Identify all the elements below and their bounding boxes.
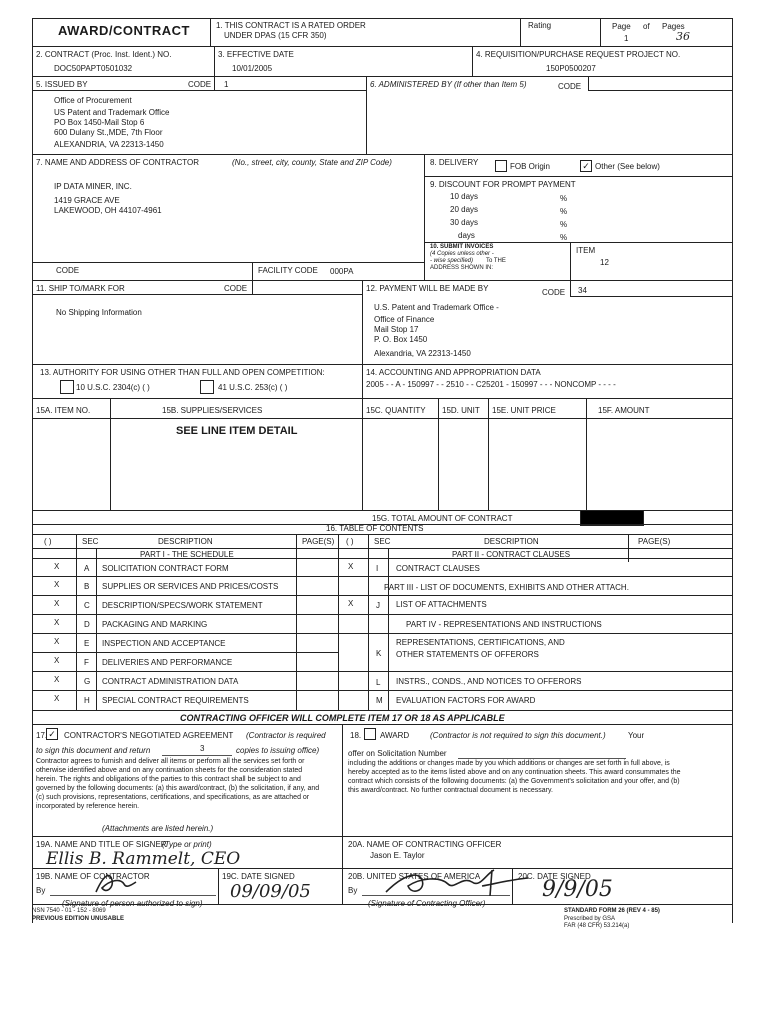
toc-g-check: X — [54, 675, 60, 684]
officer-date-value: 9/9/05 — [542, 877, 613, 902]
toc-i-desc: CONTRACT CLAUSES — [396, 564, 480, 573]
submit-invoices-address: ADDRESS SHOWN IN: — [430, 265, 494, 271]
toc-h-sec: H — [84, 696, 90, 705]
accounting-value: 2005 - - A - 150997 - - 2510 - - C25201 - 150997 - - - NONCOMP - - - - — [366, 380, 616, 389]
form-title: AWARD/CONTRACT — [58, 23, 190, 38]
issued-line-4: 600 Dulany St.,MDE, 7th Floor — [54, 128, 163, 137]
toc-c-sec: C — [84, 601, 90, 610]
authority-253-checkbox[interactable] — [200, 380, 214, 394]
item17-label: 17. — [36, 731, 48, 740]
toc-right-pages-header: PAGE(S) — [638, 537, 671, 546]
issued-line-1: Office of Procurement — [54, 96, 132, 105]
toc-left-check-header: ( ) — [44, 537, 52, 546]
toc-g-desc: CONTRACT ADMINISTRATION DATA — [102, 677, 239, 686]
payment-line-3: Mail Stop 17 — [374, 325, 419, 334]
contractor-line-2: 1419 GRACE AVE — [54, 196, 120, 205]
toc-f-sec: F — [84, 658, 89, 667]
toc-k-desc-1: REPRESENTATIONS, CERTIFICATIONS, AND — [396, 638, 565, 647]
issued-code-label: CODE — [188, 80, 212, 89]
requisition-value: 150P0500207 — [546, 64, 596, 73]
toc-c-check: X — [54, 599, 60, 608]
payment-code-value: 34 — [578, 286, 587, 295]
discount-days-4: days — [458, 231, 475, 240]
item18-body: including the additions or changes made by you which additions or changes are set forth in full above, is hereby accepted as to the items listed above and on any continuation sheets. This award consummates the contract which consists of the following documents: (a) the Government's solicitation and your offer, and (b) this award/contract. No further contractual document is necessary. — [348, 760, 681, 794]
item17-attachments: (Attachments are listed herein.) — [102, 824, 214, 833]
toc-a-sec: A — [84, 564, 90, 573]
authority-label: 13. AUTHORITY FOR USING OTHER THAN FULL AND OPEN COMPETITION: — [40, 368, 325, 377]
contractor-hint: (No., street, city, county, State and ZIP Code) — [232, 158, 392, 167]
total-pages: 36 — [676, 30, 690, 43]
amount-header: 15F. AMOUNT — [598, 406, 650, 415]
award-contract-form — [32, 18, 732, 940]
ship-to-value: No Shipping Information — [56, 308, 142, 317]
effective-date-label: 3. EFFECTIVE DATE — [218, 50, 294, 59]
of-label: of — [643, 22, 650, 31]
toc-h-check: X — [54, 694, 60, 703]
signer-name-value: Ellis B. Rammelt, CEO — [46, 849, 241, 869]
administered-code-label: CODE — [558, 82, 582, 91]
toc-j-sec: J — [376, 601, 380, 610]
unit-header: 15D. UNIT — [442, 406, 480, 415]
toc-m-sec: M — [376, 696, 383, 705]
rated-order-label: 1. THIS CONTRACT IS A RATED ORDER — [216, 21, 366, 30]
toc-i-sec: I — [376, 564, 379, 573]
nsn-number: NSN 7540 - 01 - 152 - 8069 — [32, 908, 106, 914]
rating-label: Rating — [528, 21, 552, 30]
item18-your: Your — [628, 731, 645, 740]
payment-code-label: CODE — [542, 288, 566, 297]
toc-l-sec: L — [376, 678, 381, 687]
total-amount-label: 15G. TOTAL AMOUNT OF CONTRACT — [372, 514, 513, 523]
payment-label: 12. PAYMENT WILL BE MADE BY — [366, 284, 489, 293]
toc-k-desc-2: OTHER STATEMENTS OF OFFERORS — [396, 650, 539, 659]
discount-days-2: 20 days — [450, 205, 479, 214]
toc-m-desc: EVALUATION FACTORS FOR AWARD — [396, 696, 536, 705]
officer-name-label: 20A. NAME OF CONTRACTING OFFICER — [348, 840, 502, 849]
toc-b-sec: B — [84, 582, 90, 591]
discount-pct-4: % — [560, 233, 568, 242]
item-value: 12 — [600, 258, 609, 267]
toc-part-3: PART III - LIST OF DOCUMENTS, EXHIBITS AND OTHER ATTACH. — [384, 583, 629, 592]
discount-days-3: 30 days — [450, 218, 479, 227]
toc-a-check: X — [54, 562, 60, 571]
toc-e-check: X — [54, 637, 60, 646]
contractor-signature-label: 19B. NAME OF CONTRACTOR — [36, 872, 150, 881]
item17-copies: 3 — [200, 744, 205, 753]
item17-return-text: to sign this document and return — [36, 746, 151, 755]
line-item-detail: SEE LINE ITEM DETAIL — [176, 425, 298, 437]
issued-code-value: 1 — [224, 80, 229, 89]
toc-c-desc: DESCRIPTION/SPECS/WORK STATEMENT — [102, 601, 263, 610]
toc-right-desc-header: DESCRIPTION — [484, 537, 539, 546]
toc-b-check: X — [54, 580, 60, 589]
toc-g-sec: G — [84, 677, 91, 686]
toc-l-desc: INSTRS., CONDS., AND NOTICES TO OFFERORS — [396, 677, 582, 686]
authority-2304-checkbox[interactable] — [60, 380, 74, 394]
page-label: Page — [612, 22, 631, 31]
toc-part-1: PART I - THE SCHEDULE — [140, 550, 234, 559]
toc-f-check: X — [54, 656, 60, 665]
usa-signature-label: 20B. UNITED STATES OF AMERICA — [348, 872, 481, 881]
toc-e-sec: E — [84, 639, 90, 648]
contractor-line-1: IP DATA MINER, INC. — [54, 182, 132, 191]
facility-code-label: FACILITY CODE — [258, 266, 318, 275]
toc-i-check: X — [348, 562, 354, 571]
toc-j-check: X — [348, 599, 354, 608]
fob-origin-label: FOB Origin — [510, 162, 551, 171]
discount-pct-2: % — [560, 207, 568, 216]
authority-2304-label: 10 U.S.C. 2304(c) ( ) — [76, 383, 150, 392]
toc-d-check: X — [54, 618, 60, 627]
delivery-label: 8. DELIVERY — [430, 158, 479, 167]
contractor-line-3: LAKEWOOD, OH 44107-4961 — [54, 206, 162, 215]
prescribed-by: Prescribed by GSA — [564, 916, 616, 922]
payment-line-1: U.S. Patent and Trademark Office - — [374, 303, 499, 312]
contractor-label: 7. NAME AND ADDRESS OF CONTRACTOR — [36, 158, 199, 167]
dpas-label: UNDER DPAS (15 CFR 350) — [224, 31, 327, 40]
toc-k-sec: K — [376, 649, 382, 658]
other-delivery-label: Other (See below) — [595, 162, 660, 171]
quantity-header: 15C. QUANTITY — [366, 406, 426, 415]
signer-name-label: 19A. NAME AND TITLE OF SIGNER — [36, 840, 167, 849]
contract-no-label: 2. CONTRACT (Proc. Inst. Ident.) NO. — [36, 50, 172, 59]
discount-pct-1: % — [560, 194, 568, 203]
officer-banner: CONTRACTING OFFICER WILL COMPLETE ITEM 17 OR 18 AS APPLICABLE — [180, 713, 505, 723]
pages-label: Pages — [662, 22, 685, 31]
authority-253-label: 41 U.S.C. 253(c) ( ) — [218, 383, 288, 392]
toc-left-pages-header: PAGE(S) — [302, 537, 335, 546]
other-delivery-checkbox[interactable]: ✓ — [580, 160, 592, 172]
officer-name-value: Jason E. Taylor — [370, 851, 425, 860]
toc-part-2: PART II - CONTRACT CLAUSES — [452, 550, 571, 559]
ship-to-label: 11. SHIP TO/MARK FOR — [36, 284, 125, 293]
signer-name-hint: (Type or print) — [162, 840, 212, 849]
issued-line-3: PO Box 1450-Mail Stop 6 — [54, 118, 145, 127]
submit-invoices-copies: (4 Copies unless other - — [430, 251, 494, 257]
contractor-signature — [90, 870, 140, 898]
toc-right-sec-header: SEC — [374, 537, 391, 546]
item-label: ITEM — [576, 246, 596, 255]
submit-invoices-label: 10. SUBMIT INVOICES — [430, 244, 494, 250]
payment-line-4: P. O. Box 1450 — [374, 335, 428, 344]
item18-title: AWARD — [380, 731, 410, 740]
discount-pct-3: % — [560, 220, 568, 229]
issued-line-5: ALEXANDRIA, VA 22313-1450 — [54, 140, 164, 149]
contractor-by: By — [36, 886, 46, 895]
requisition-label: 4. REQUISITION/PURCHASE REQUEST PROJECT NO. — [476, 50, 681, 59]
item-no-header: 15A. ITEM NO. — [36, 406, 91, 415]
facility-code-value: 000PA — [330, 267, 354, 276]
payment-line-5: Alexandria, VA 22313-1450 — [374, 349, 471, 358]
usa-by: By — [348, 886, 358, 895]
discount-label: 9. DISCOUNT FOR PROMPT PAYMENT — [430, 180, 576, 189]
far-reference: FAR (48 CFR) 53.214(a) — [564, 923, 630, 929]
toc-j-desc: LIST OF ATTACHMENTS — [396, 600, 487, 609]
previous-edition: PREVIOUS EDITION UNUSABLE — [32, 916, 125, 922]
submit-invoices-to: To THE — [486, 258, 506, 264]
toc-left-sec-header: SEC — [82, 537, 99, 546]
officer-date-label: 20C. DATE SIGNED — [518, 872, 591, 881]
contract-no-value: DOC50PAPT0501032 — [54, 64, 133, 73]
payment-line-2: Office of Finance — [374, 315, 435, 324]
supplies-header: 15B. SUPPLIES/SERVICES — [162, 406, 263, 415]
toc-right-check-header: ( ) — [346, 537, 354, 546]
item17-title: CONTRACTOR'S NEGOTIATED AGREEMENT — [64, 731, 234, 740]
item18-label: 18. — [350, 731, 362, 740]
officer-signature — [382, 866, 532, 900]
issued-line-2: US Patent and Trademark Office — [54, 108, 170, 117]
issued-by-label: 5. ISSUED BY — [36, 80, 88, 89]
item18-offer-line: offer on Solicitation Number — [348, 749, 447, 758]
page-number: 1 — [624, 34, 629, 43]
item18-hint: (Contractor is not required to sign this document.) — [430, 731, 606, 740]
unit-price-header: 15E. UNIT PRICE — [492, 406, 556, 415]
toc-d-sec: D — [84, 620, 90, 629]
officer-signature-hint: (Signature of Contracting Officer) — [368, 899, 486, 908]
accounting-label: 14. ACCOUNTING AND APPROPRIATION DATA — [366, 368, 541, 377]
item17-checkbox[interactable]: ✓ — [46, 728, 58, 740]
submit-invoices-wise: - wise specified) — [430, 258, 474, 264]
toc-part-4: PART IV - REPRESENTATIONS AND INSTRUCTIONS — [406, 620, 602, 629]
toc-a-desc: SOLICITATION CONTRACT FORM — [102, 564, 229, 573]
toc-f-desc: DELIVERIES AND PERFORMANCE — [102, 658, 233, 667]
item18-checkbox[interactable] — [364, 728, 376, 740]
item17-copies-text: copies to issuing office) — [236, 746, 320, 755]
standard-form: STANDARD FORM 26 (REV 4 - 85) — [564, 908, 660, 914]
ship-code-label: CODE — [224, 284, 248, 293]
item17-hint: (Contractor is required — [246, 731, 326, 740]
contractor-date-value: 09/09/05 — [230, 881, 311, 902]
fob-origin-checkbox[interactable] — [495, 160, 507, 172]
toc-b-desc: SUPPLIES OR SERVICES AND PRICES/COSTS — [102, 582, 279, 591]
toc-h-desc: SPECIAL CONTRACT REQUIREMENTS — [102, 696, 249, 705]
effective-date-value: 10/01/2005 — [232, 64, 273, 73]
toc-title: 16. TABLE OF CONTENTS — [326, 524, 424, 533]
discount-days-1: 10 days — [450, 192, 479, 201]
contractor-code-label: CODE — [56, 266, 80, 275]
item17-body: Contractor agrees to furnish and deliver all items or perform all the services set forth or otherwise identified above and on any continuation sheets for the consideration stated herein. The rights and obligations of the parties to this contract shall be subject to and governed by the following documents: (a) this award/contract, (b) the solicitation, if any, and (c) such provisions, representations, certifications, and specifications, as are attached or incorporated by reference herein. — [36, 758, 320, 810]
contractor-date-label: 19C. DATE SIGNED — [222, 872, 295, 881]
toc-left-desc-header: DESCRIPTION — [158, 537, 213, 546]
contractor-signature-hint: (Signature of person authorized to sign) — [62, 899, 203, 908]
administered-by-label: 6. ADMINISTERED BY (If other than Item 5) — [370, 80, 527, 89]
toc-e-desc: INSPECTION AND ACCEPTANCE — [102, 639, 226, 648]
toc-d-desc: PACKAGING AND MARKING — [102, 620, 208, 629]
